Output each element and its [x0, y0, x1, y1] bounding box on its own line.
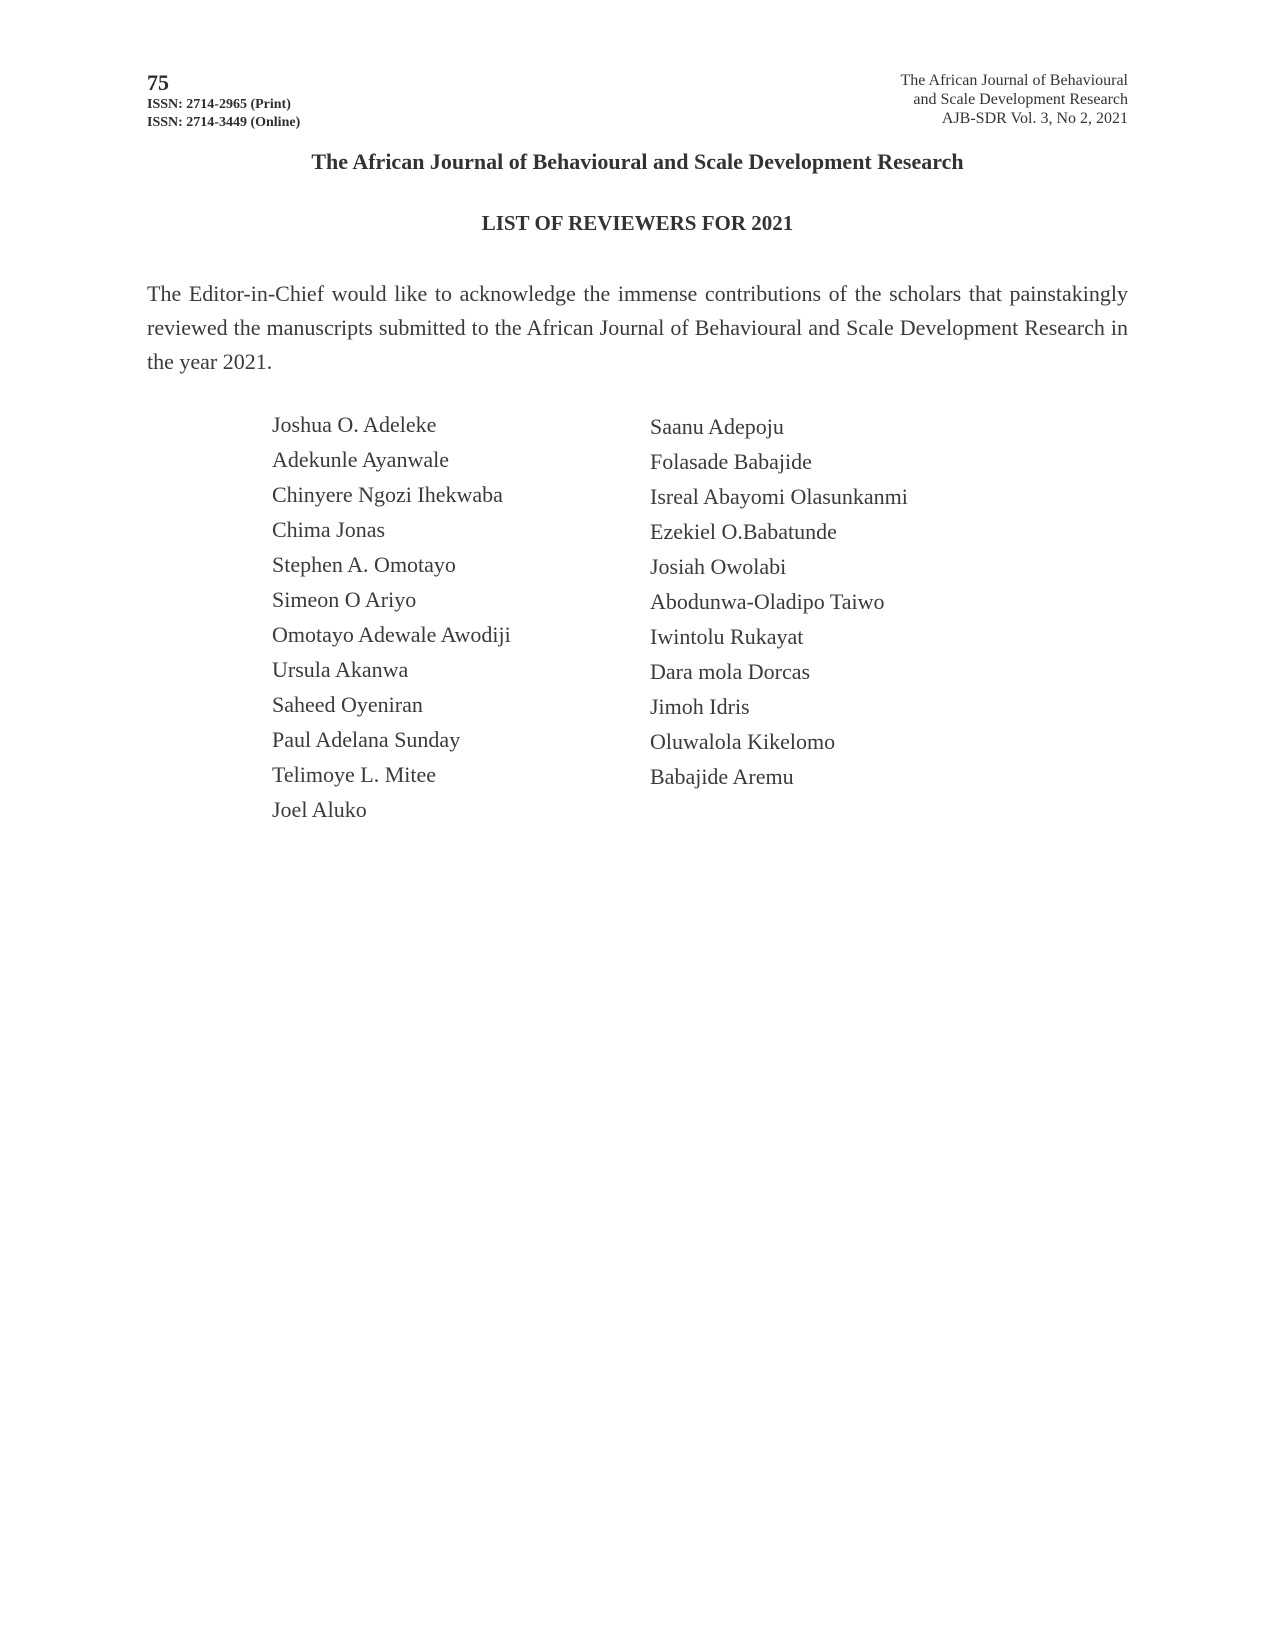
issn-online: ISSN: 2714-3449 (Online): [147, 115, 301, 130]
reviewer-list-right: [650, 409, 908, 794]
reviewer-name: Babajide Aremu: [650, 764, 794, 789]
reviewer-name: Ezekiel O.Babatunde: [650, 519, 837, 544]
reviewer-name: Saanu Adepoju: [650, 414, 784, 439]
reviewer-name: Stephen A. Omotayo: [272, 552, 456, 577]
running-head-line: and Scale Development Research: [913, 91, 1128, 108]
page-number: 75: [147, 70, 169, 95]
reviewer-name: Dara mola Dorcas: [650, 659, 811, 684]
journal-title: The African Journal of Behavioural and Scale Development Research: [311, 149, 964, 174]
reviewer-name: Adekunle Ayanwale: [272, 447, 449, 472]
intro-paragraph: The Editor-in-Chief would like to acknowledge the immense contributions of the scholars that painstakingly reviewed the manuscripts submitted to the African Journal of Behavioural and Scale Development Research in the year 2021.: [147, 281, 1128, 374]
running-head: [901, 71, 1128, 128]
reviewer-name: Telimoye L. Mitee: [272, 762, 437, 787]
reviewer-name: Iwintolu Rukayat: [650, 624, 804, 649]
reviewer-name: Joshua O. Adeleke: [272, 412, 437, 437]
reviewer-name: Saheed Oyeniran: [272, 692, 423, 717]
reviewer-name: Chima Jonas: [272, 517, 386, 542]
reviewer-name: Jimoh Idris: [650, 694, 750, 719]
running-head-line: The African Journal of Behavioural: [900, 72, 1128, 89]
section-title: LIST OF REVIEWERS FOR 2021: [481, 211, 794, 235]
reviewer-name: Omotayo Adewale Awodiji: [272, 622, 511, 647]
reviewer-name: Josiah Owolabi: [650, 554, 787, 579]
issn-print: ISSN: 2714-2965 (Print): [147, 97, 291, 112]
reviewer-name: Isreal Abayomi Olasunkanmi: [650, 484, 908, 509]
reviewer-name: Oluwalola Kikelomo: [650, 729, 836, 754]
reviewer-name: Simeon O Ariyo: [272, 587, 417, 612]
reviewer-name: Chinyere Ngozi Ihekwaba: [272, 482, 503, 507]
reviewer-name: Paul Adelana Sunday: [272, 727, 461, 752]
reviewer-name: Abodunwa-Oladipo Taiwo: [650, 589, 885, 614]
reviewer-name: Ursula Akanwa: [272, 657, 409, 682]
reviewer-list-left: [272, 407, 511, 827]
reviewer-name: Folasade Babajide: [650, 449, 812, 474]
reviewer-name: Joel Aluko: [272, 797, 367, 822]
running-head-line: AJB-SDR Vol. 3, No 2, 2021: [941, 110, 1128, 127]
